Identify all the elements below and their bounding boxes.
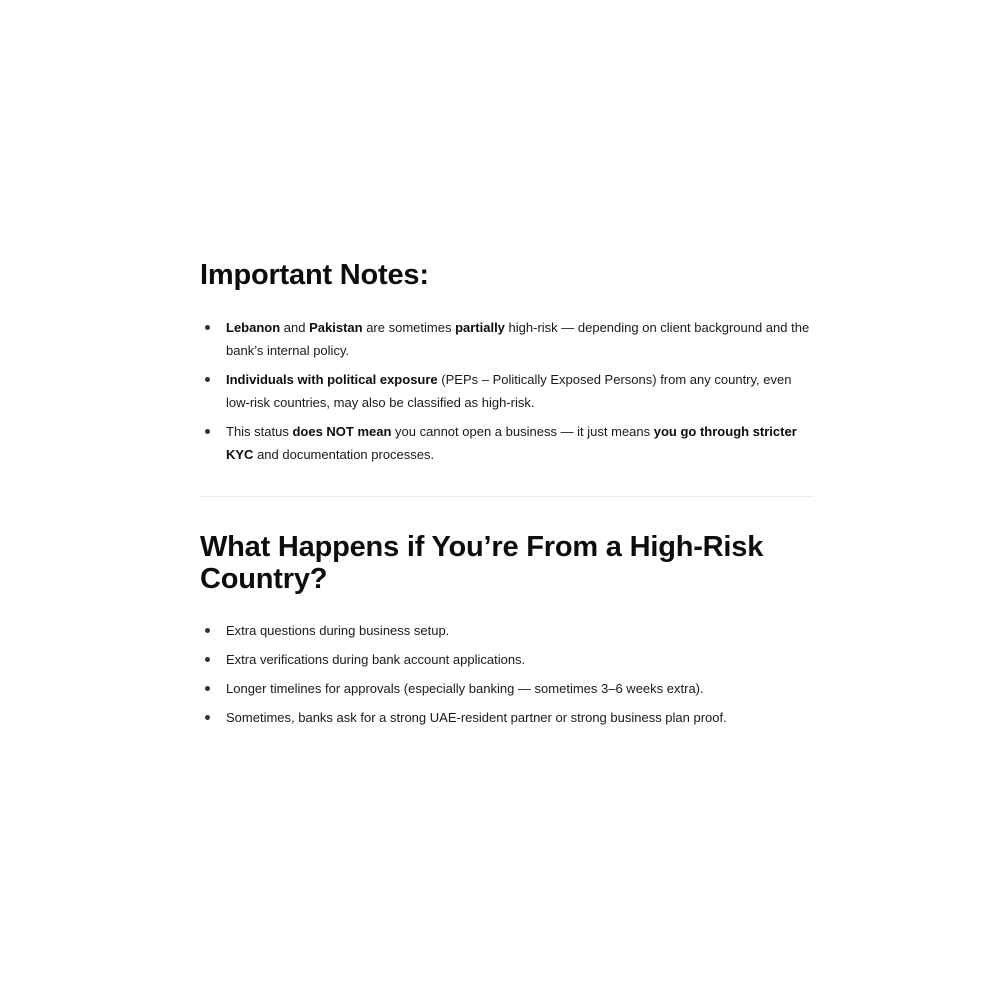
list-item [200, 368, 814, 414]
text: This status [226, 424, 293, 439]
bullet-icon [205, 686, 210, 691]
important-notes-list [200, 316, 814, 466]
text: (PEPs – Politically Exposed Persons) from any country, even low-risk countries, may also be classified as high-risk. [226, 372, 792, 410]
bullet-icon [205, 429, 210, 434]
text: Longer timelines for approvals (especially banking — sometimes 3–6 weeks extra). [226, 681, 704, 696]
article-content [200, 255, 814, 729]
text: Extra questions during business setup. [226, 623, 450, 638]
text: Extra verifications during bank account applications. [226, 652, 526, 667]
bullet-icon [205, 657, 210, 662]
text: Sometimes, banks ask for a strong UAE-resident partner or strong business plan proof. [226, 710, 727, 725]
section-heading-important-notes: Important Notes: [200, 259, 429, 291]
text: and [280, 320, 310, 335]
text: you cannot open a business — it just means [391, 424, 654, 439]
text: and documentation processes. [253, 447, 435, 462]
text: high-risk — depending on client background and the bank’s internal policy. [226, 320, 810, 358]
section-heading-high-risk: What Happens if You’re From a High-Risk Country? [200, 531, 764, 595]
list-item [200, 677, 814, 700]
list-item [200, 420, 814, 466]
bold-text: you go through stricter KYC [226, 424, 797, 462]
bold-text: does NOT mean [292, 424, 392, 439]
section-divider [200, 496, 814, 497]
list-item [200, 619, 814, 642]
bold-text: Individuals with political exposure [226, 372, 438, 387]
bold-text: Lebanon [226, 320, 281, 335]
list-item [200, 648, 814, 671]
bold-text: partially [455, 320, 505, 335]
list-item [200, 316, 814, 362]
text: are sometimes [362, 320, 456, 335]
bullet-icon [205, 628, 210, 633]
bullet-icon [205, 715, 210, 720]
bullet-icon [205, 325, 210, 330]
bullet-icon [205, 377, 210, 382]
high-risk-consequences-list [200, 619, 814, 729]
list-item [200, 706, 814, 729]
bold-text: Pakistan [309, 320, 363, 335]
